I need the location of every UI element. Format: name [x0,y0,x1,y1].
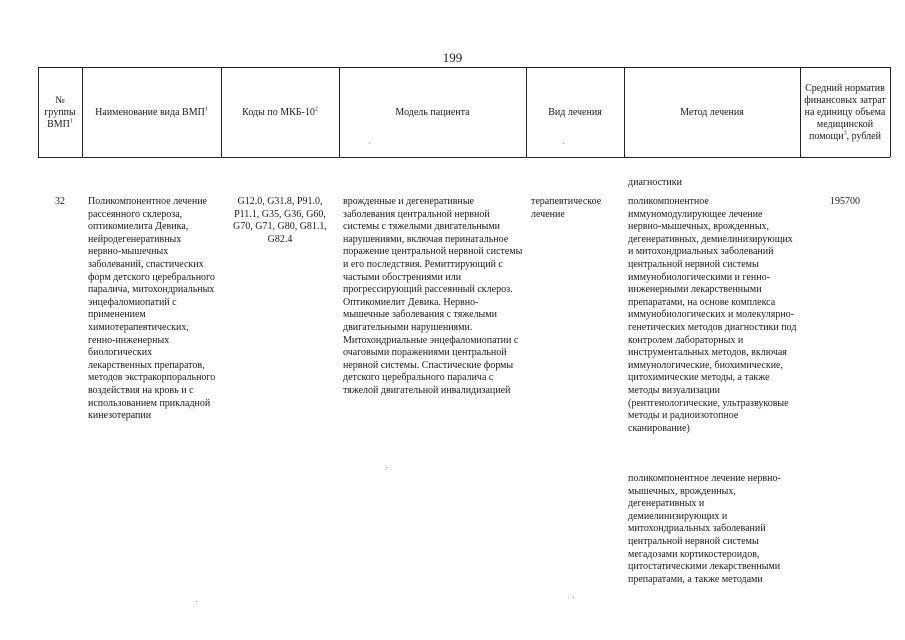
column-divider [526,67,527,157]
scan-speck [573,597,574,598]
header-bottom-rule [38,157,890,158]
scan-speck [369,143,370,144]
column-divider [38,67,39,157]
column-divider [339,67,340,157]
cell-icd-codes: G12.0, G31.8, P91.0, P11.1, G35, G36, G60, G70, G71, G80, G81.1, G82.4 [233,196,327,245]
header-treatment-method: Метод лечения [680,106,744,118]
column-divider [221,67,222,157]
column-divider [624,67,625,157]
cell-vmp-name: Поликомпонентное лечение рассеянного склероза, оптикомиелита Девика, нейродегенеративных нервно-мышечных заболеваний, спастических форм детского церебрального паралича, митохондриальных энцефаломиопатий с применением химиотерапевтических, генно-инженерных биологических лекарственных препаратов, методов экстракорпорального воздействия на кровь и с использованием прикладной кинезотерапии [88,196,216,422]
cell-group-no: 32 [55,196,65,207]
scan-speck [563,143,564,144]
header-group-no: № группы ВМП$^1$ [44,94,76,130]
page-number: 199 [442,50,463,65]
scan-speck [386,467,387,468]
scan-speck [196,601,197,602]
cell-patient-model: врожденные и дегенеративные заболевания центральной нервной системы с тяжелыми двигательными нарушениями, включая перинатальное поражение центральной нервной системы и его последствия. Ремиттирующий с частыми обострениями или прогрессирующий рассеянный склероз. Оптикомиелит Девика. Нервно-мышечные заболевания с тяжелыми двигательными нарушениями. Митохондриальные энцефаломиопатии с очаговыми поражениями центральной нервной системы. Спастические формы детского церебрального паралича с тяжелой двигательной инвалидизацией [343,196,523,396]
cell-treatment-method-1: поликомпонентное иммуномодулирующее лечение нервно-мышечных, врожденных, дегенеративных, демиелинизирующих и митохондриальных заболеваний центральной нервной системы иммунобиологическими и генно-инженерными лекарственными препаратами, на основе комплекса иммунобиологических и молекулярно-генетических методов диагностики под контролем лабораторных и инструментальных методов, включая иммунологические, биохимические, цитохимические методы, а также методы визуализации (рентгенологические, ультразвуковые методы и радиоизотопное сканирование) [628,196,797,434]
header-codes: Коды по МКБ-$10^2$ [242,106,318,118]
header-name: Наименование вида ВМП$^1$ [95,106,208,118]
cell-treatment-method-2: поликомпонентное лечение нервно-мышечных, врожденных, дегенеративных и демиелинизирующих и митохондриальных заболеваний центральной нервной системы мегадозами кортикостероидов, цитостатическими лекарственными препаратами, а также методами [628,473,781,585]
table-top-rule [38,67,890,68]
column-divider [890,67,891,157]
header-average-cost: Средний норматив финансовых затрат на единицу объема медицинской помощи$^3$, рублей [804,82,886,142]
header-treatment-type: Вид лечения [548,106,602,118]
carryover-text: диагностики [628,177,682,188]
column-divider [82,67,83,157]
column-divider [800,67,801,157]
cell-treatment-type: терапевтическое лечение [531,196,602,220]
cell-average-cost: 195700 [830,196,860,207]
header-patient-model: Модель пациента [395,106,470,118]
